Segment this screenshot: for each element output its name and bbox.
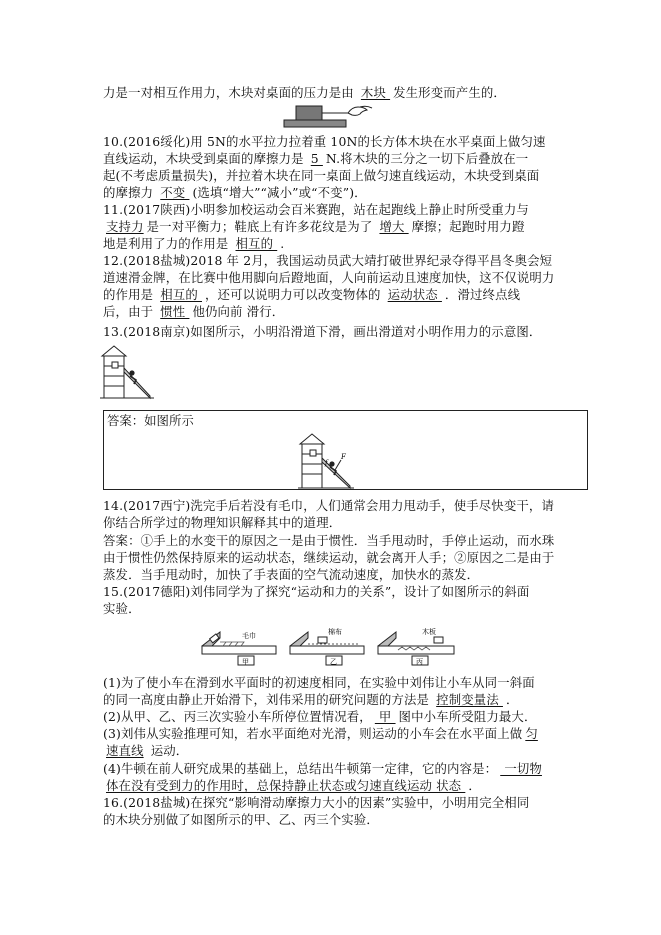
surface-label-board: 木板	[422, 628, 436, 636]
text-run: 由于惯性仍然保持原来的运动状态，继续运动，就会离开人手；②原因之二是由于	[103, 550, 555, 565]
answer-label: 答案：如图所示	[107, 413, 194, 428]
text-run: 起(不考虑质量损失)，并拉着木块在同一桌面上做匀速直线运动，木块受到桌面	[103, 168, 540, 183]
text-run: (4)牛顿在前人研究成果的基础上，总结出牛顿第一定律，它的内容是：	[103, 761, 498, 776]
text-run: 13.(2018南京)如图所示，小明沿滑道下滑，画出滑道对小明作用力的示意图．	[103, 324, 542, 339]
text-line	[103, 201, 583, 218]
answer-blank: 体在没有受到力的作用时，总保持静止状态或匀速直线运动 状态	[106, 778, 466, 793]
text-line	[103, 323, 583, 340]
support-force-label: F	[341, 453, 346, 461]
text-line	[103, 235, 583, 252]
text-run: 直线运动，木块受到桌面的摩擦力是	[103, 151, 308, 166]
case-label-jia: 甲	[242, 658, 249, 666]
text-line	[103, 532, 583, 549]
answer-blank: 匀	[525, 726, 538, 741]
text-run: 道速滑金牌，在比赛中他用脚向后蹬地面，人向前运动且速度加快，这不仅说明力	[103, 270, 555, 285]
surface-label-cotton: 棉布	[328, 628, 342, 636]
text-run: (2)从甲、乙、丙三次实验小车所停位置情况看，	[103, 709, 372, 724]
text-line	[103, 811, 583, 828]
text-line	[103, 760, 583, 777]
text-run: ．	[468, 778, 481, 793]
setup-towel	[202, 631, 276, 666]
text-line	[103, 286, 583, 303]
text-run: 16.(2018盐城)在探究“影响滑动摩擦力大小的因素”实验中，小明用完全相同	[103, 795, 530, 810]
text-run: .	[280, 236, 285, 251]
text-run: 他仍向前 滑行．	[192, 304, 285, 319]
answer-blank: 甲	[374, 709, 396, 724]
text-line	[103, 777, 583, 794]
answer-blank: 相互的	[235, 236, 278, 251]
text-run: 14.(2017西宁)洗完手后若没有毛巾，人们通常会用力甩动手，使手尽快变干，请	[103, 498, 555, 513]
text-line	[103, 497, 583, 514]
text-run: 运动．	[146, 743, 189, 758]
block-on-table-figure	[282, 101, 378, 129]
case-label-yi: 乙	[330, 658, 337, 666]
text-run: 实验．	[103, 601, 141, 616]
text-run: ．滑过终点线	[444, 287, 521, 302]
text-line	[103, 674, 583, 691]
text-run: (3)刘伟从实验推理可知，若水平面绝对光滑，则运动的小车会在水平面上做	[103, 726, 523, 741]
friction-label: f	[325, 459, 328, 467]
answer-blank: 木块	[360, 85, 391, 100]
text-line	[103, 184, 583, 201]
text-line	[103, 583, 583, 600]
text-line	[103, 133, 583, 150]
text-run: (1)为了使小车在滑到水平面时的初速度相同，在实验中刘伟让小车从同一斜面	[103, 675, 535, 690]
text-run: 发生形变而产生的．	[393, 85, 506, 100]
answer-blank: 控制变量法	[436, 692, 503, 707]
answer-blank: 不变	[160, 185, 190, 200]
text-run: 12.(2018盐城)2018 年 2月，我国运动员武大靖打破世界纪录夺得平昌冬奥会短	[103, 253, 553, 268]
surface-label-towel: 毛巾	[242, 632, 256, 640]
answer-blank: 相互的	[160, 287, 202, 302]
text-line	[103, 600, 583, 617]
text-run: N.将木块的三分之一切下后叠放在一	[325, 151, 529, 166]
text-run: (选填“增大”“减小”或“不变”)．	[192, 185, 367, 200]
text-line	[103, 269, 583, 286]
text-line	[103, 84, 583, 101]
text-line	[103, 150, 583, 167]
text-line	[103, 691, 583, 708]
answer-blank: 5	[310, 151, 323, 166]
text-line	[103, 303, 583, 320]
text-run: ．	[505, 692, 519, 707]
text-run: 10.(2016绥化)用 5N的水平拉力拉着重 10N的长方体木块在水平桌面上做匀速	[103, 134, 546, 149]
setup-cotton	[290, 627, 364, 666]
text-line	[103, 514, 583, 531]
text-run: 摩擦；起跑时用力蹬	[411, 219, 525, 234]
text-run: 15.(2017德阳)刘伟同学为了探究“运动和力的关系”，设计了如图所示的斜面	[103, 584, 530, 599]
case-label-bing: 丙	[416, 658, 423, 666]
text-run: 后，由于	[103, 304, 158, 319]
answer-blank: 增大	[379, 219, 409, 234]
text-run: 的同一高度由静止开始滑下，刘伟采用的研究问题的方法是	[103, 692, 434, 707]
setup-board	[378, 627, 454, 666]
text-line	[103, 218, 583, 235]
text-run: 11.(2017陕西)小明参加校运动会百米赛跑，站在起跑线上静止时所受重力与	[103, 202, 529, 217]
slide-answer-figure	[298, 432, 354, 490]
text-run: 地是利用了力的作用是	[103, 236, 233, 251]
text-run: 力是一对相互作用力，木块对桌面的压力是由	[103, 85, 358, 100]
text-run: 是一对平衡力；鞋底上有许多花纹是为了	[146, 219, 377, 234]
text-run: 答案：①手上的水变干的原因之一是由于惯性．当手甩动时，手停止运动，而水珠	[103, 533, 555, 548]
text-run: 蒸发．当手甩动时，加快了手表面的空气流动速度，加快水的蒸发．	[103, 567, 480, 582]
text-run: 的摩擦力	[103, 185, 158, 200]
slide-figure	[100, 344, 154, 400]
incline-experiment-figure	[198, 624, 460, 670]
text-line	[103, 742, 583, 759]
text-line	[103, 725, 583, 742]
answer-blank: 速直线	[106, 743, 144, 758]
answer-blank: 一切物	[500, 761, 542, 776]
text-line	[103, 549, 583, 566]
answer-blank: 支持力	[106, 219, 144, 234]
text-run: ，还可以说明力可以改变物体的	[204, 287, 385, 302]
text-line	[103, 566, 583, 583]
text-line	[103, 252, 583, 269]
text-run: 的作用是	[103, 287, 158, 302]
text-line	[103, 794, 583, 811]
text-line	[103, 708, 583, 725]
text-run: 你结合所学过的物理知识解释其中的道理．	[103, 515, 342, 530]
answer-blank: 惯性	[160, 304, 190, 319]
answer-blank: 运动状态	[387, 287, 442, 302]
text-line	[103, 167, 583, 184]
text-run: 的木块分别做了如图所示的甲、乙、丙三个实验．	[103, 812, 379, 827]
text-run: 图中小车所受阻力最大．	[398, 709, 537, 724]
